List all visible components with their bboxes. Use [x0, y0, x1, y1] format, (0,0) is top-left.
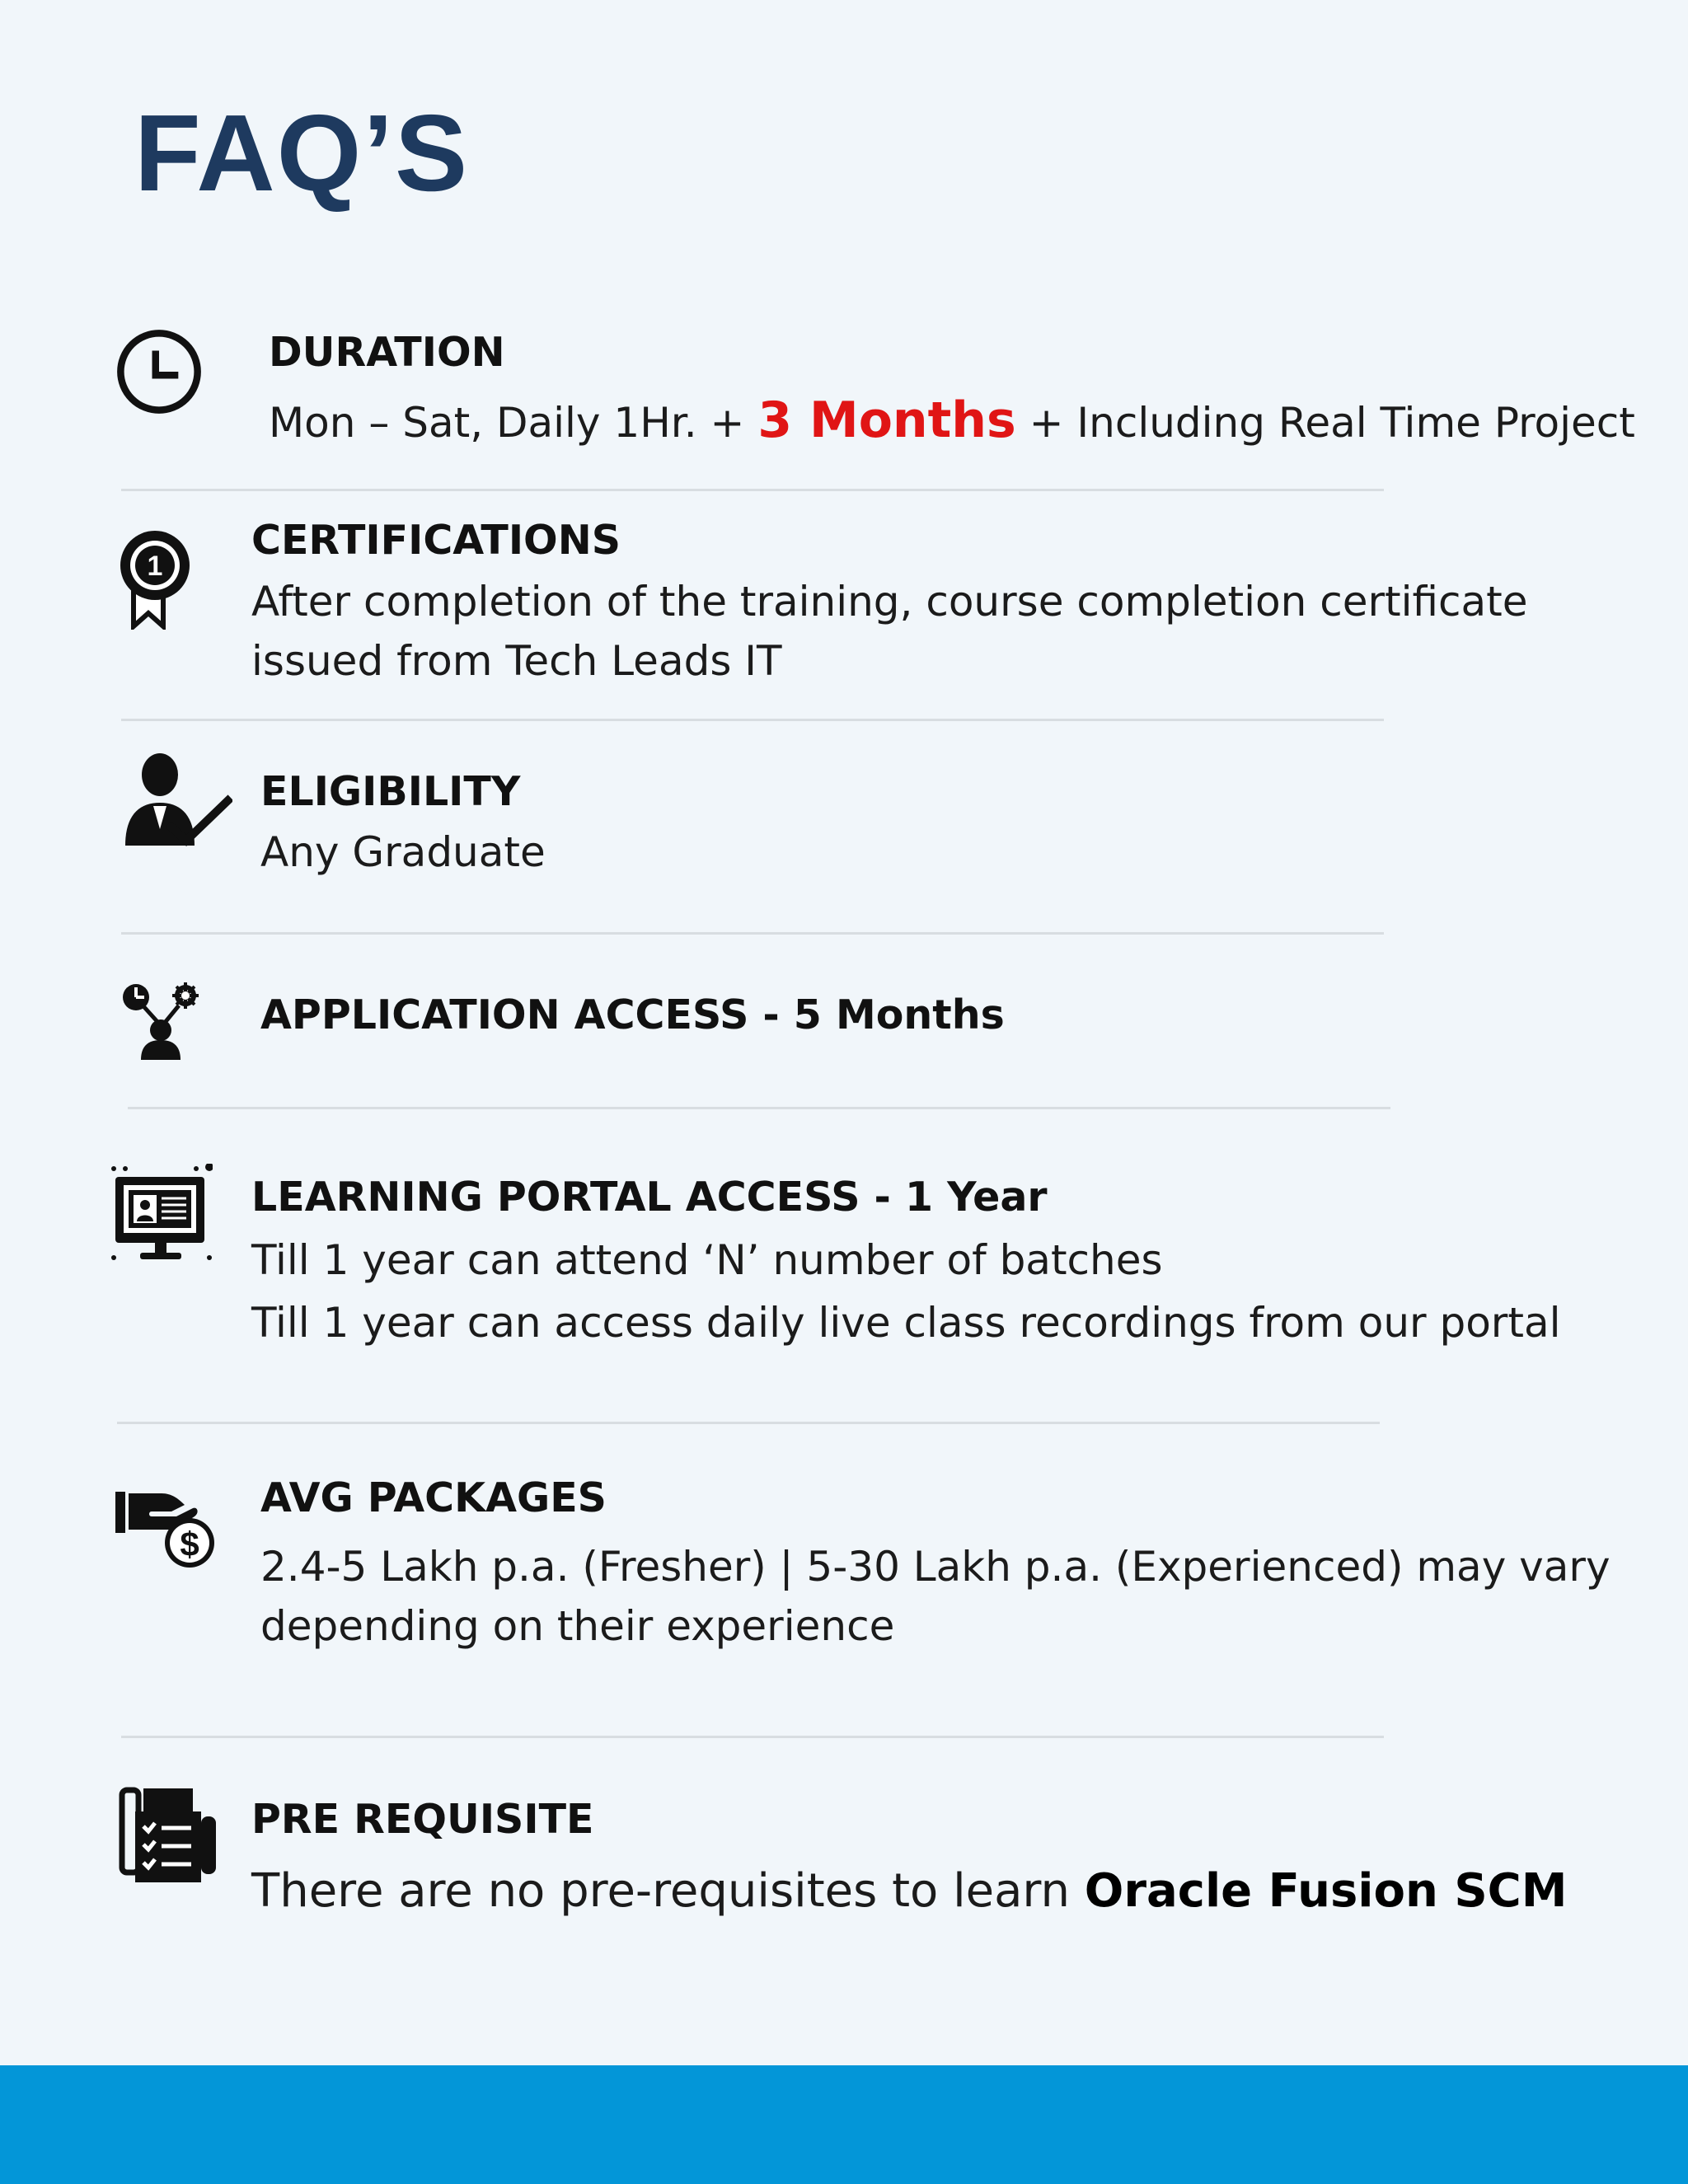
- learning-portal-line-2: Till 1 year can access daily live class recordings from our portal: [251, 1299, 1561, 1347]
- badge-number: 1: [147, 551, 163, 582]
- pre-requisite-heading: PRE REQUISITE: [251, 1796, 594, 1843]
- monitor-profile-icon: [110, 1164, 213, 1268]
- divider: [128, 1107, 1390, 1109]
- duration-suffix: + Including Real Time Project: [1015, 399, 1635, 447]
- hand-dollar-icon: [114, 1483, 218, 1571]
- duration-heading: DURATION: [269, 329, 505, 376]
- user-tools-icon: [120, 981, 202, 1060]
- divider: [121, 1736, 1384, 1738]
- duration-text: [269, 386, 1635, 456]
- eligibility-text: Any Graduate: [260, 828, 546, 876]
- avg-packages-heading: AVG PACKAGES: [260, 1474, 607, 1521]
- pre-requisite-course: Oracle Fusion SCM: [1084, 1864, 1568, 1918]
- page-title: FAQ’S: [134, 92, 470, 213]
- clock-icon: [115, 328, 203, 415]
- duration-highlight: 3 Months: [757, 391, 1016, 449]
- divider: [121, 932, 1384, 935]
- divider: [117, 1422, 1380, 1424]
- avg-packages-line-2: depending on their experience: [260, 1602, 895, 1650]
- application-access-heading: APPLICATION ACCESS - 5 Months: [260, 991, 1005, 1038]
- footer-bar: [0, 2065, 1688, 2184]
- person-check-icon: [122, 750, 232, 847]
- avg-packages-line-1: 2.4-5 Lakh p.a. (Fresher) | 5-30 Lakh p.a. (Experienced) may vary: [260, 1543, 1611, 1591]
- duration-prefix: Mon – Sat, Daily 1Hr. +: [269, 399, 758, 447]
- pre-requisite-prefix: There are no pre-requisites to learn: [251, 1864, 1085, 1918]
- eligibility-heading: ELIGIBILITY: [260, 768, 521, 815]
- certifications-line-2: issued from Tech Leads IT: [251, 637, 782, 685]
- certifications-heading: CERTIFICATIONS: [251, 517, 621, 564]
- learning-portal-heading: LEARNING PORTAL ACCESS - 1 Year: [251, 1174, 1048, 1221]
- award-ribbon-icon: [115, 527, 195, 630]
- divider: [121, 489, 1384, 491]
- checklist-clipboard-icon: [119, 1787, 221, 1889]
- certifications-line-1: After completion of the training, course completion certificate: [251, 578, 1528, 626]
- pre-requisite-text: [251, 1858, 1568, 1924]
- learning-portal-line-1: Till 1 year can attend ‘N’ number of batches: [251, 1236, 1163, 1284]
- divider: [121, 719, 1384, 721]
- svg-text:$: $: [180, 1525, 199, 1563]
